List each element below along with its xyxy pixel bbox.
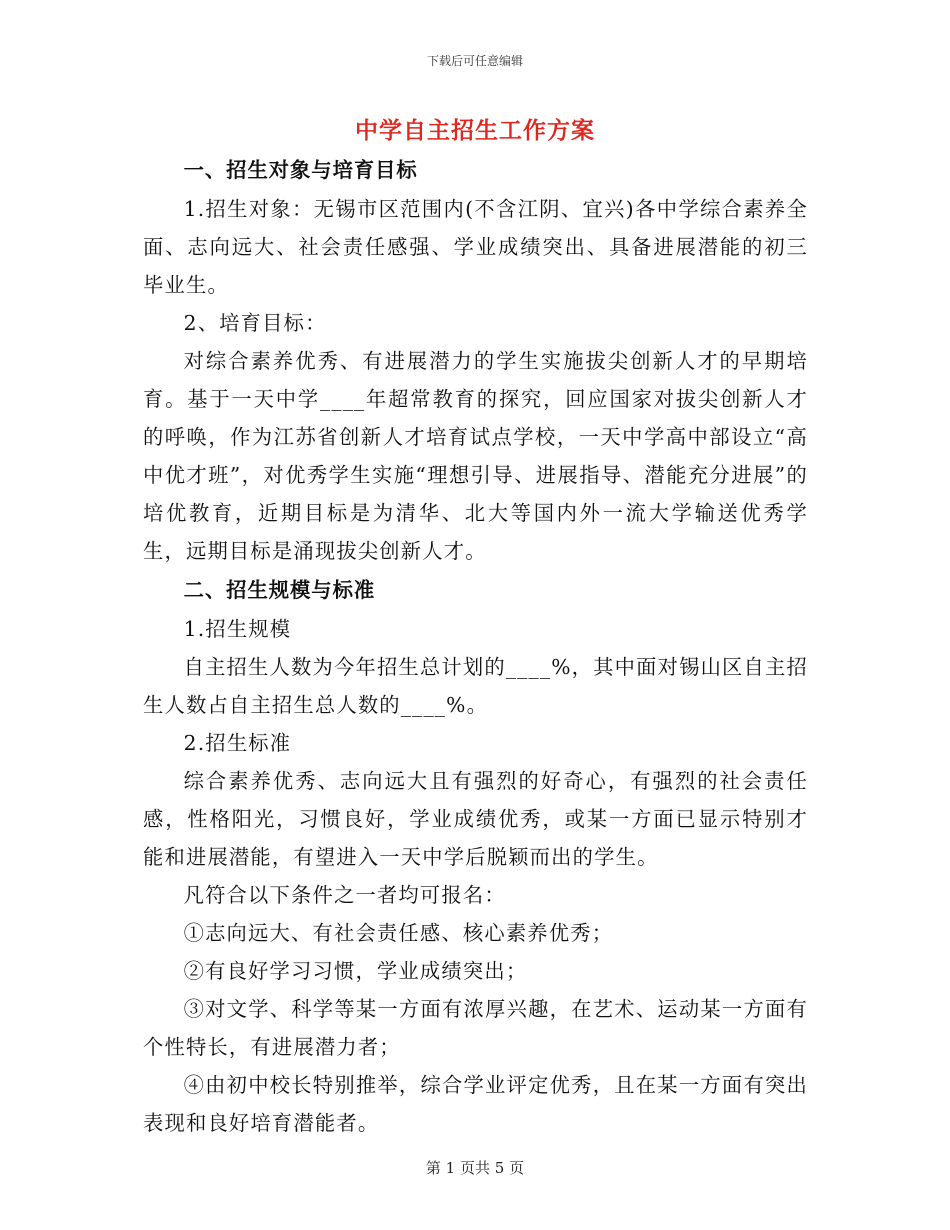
list-item-condition-3: ③对文学、科学等某一方面有浓厚兴趣，在艺术、运动某一方面有个性特长，有进展潜力者； [143, 997, 808, 1059]
paragraph-eligibility-intro: 凡符合以下条件之一者均可报名： [183, 883, 506, 907]
list-item-condition-2: ②有良好学习习惯，学业成绩突出； [183, 959, 528, 983]
page-header-note: 下载后可任意编辑 [426, 54, 523, 68]
paragraph-enrollment-scale: 自主招生人数为今年招生总计划的____%，其中面对锡山区自主招生人数占自主招生总人数的____%。 [143, 655, 808, 717]
section-heading-1: 一、招生对象与培育目标 [183, 158, 418, 182]
page-number-footer: 第 1 页共 5 页 [425, 1159, 525, 1177]
list-item-condition-1: ①志向远大、有社会责任感、核心素养优秀； [183, 921, 614, 945]
paragraph-training-goal: 对综合素养优秀、有进展潜力的学生实施拔尖创新人才的早期培育。基于一天中学____年超常教育的探究，回应国家对拔尖创新人才的呼唤，作为江苏省创新人才培育试点学校，一天中学高中部设立“高中优才班”，对优秀学生实施“理想引导、进展指导、潜能充分进展”的培优教育，近期目标是为清华、北大等国内外一流大学输送优秀学生，远期目标是涌现拔尖创新人才。 [143, 349, 808, 563]
paragraph-training-goal-label: 2、培育目标： [183, 311, 327, 335]
list-item-condition-4: ④由初中校长特别推举，综合学业评定优秀，且在某一方面有突出表现和良好培育潜能者。 [143, 1073, 808, 1135]
paragraph-enrollment-scale-label: 1.招生规模 [183, 617, 292, 641]
paragraph-enrollment-target: 1.招生对象：无锡市区范围内(不含江阴、宜兴)各中学综合素养全面、志向远大、社会责任感强、学业成绩突出、具备进展潜能的初三毕业生。 [143, 197, 808, 297]
document-title: 中学自主招生工作方案 [355, 118, 595, 144]
section-heading-2: 二、招生规模与标准 [183, 578, 376, 602]
paragraph-enrollment-criteria-label: 2.招生标准 [183, 731, 292, 755]
document-body [143, 150, 808, 1142]
paragraph-enrollment-criteria: 综合素养优秀、志向远大且有强烈的好奇心，有强烈的社会责任感，性格阳光，习惯良好，学业成绩优秀，或某一方面已显示特别才能和进展潜能，有望进入一天中学后脱颖而出的学生。 [143, 769, 808, 869]
